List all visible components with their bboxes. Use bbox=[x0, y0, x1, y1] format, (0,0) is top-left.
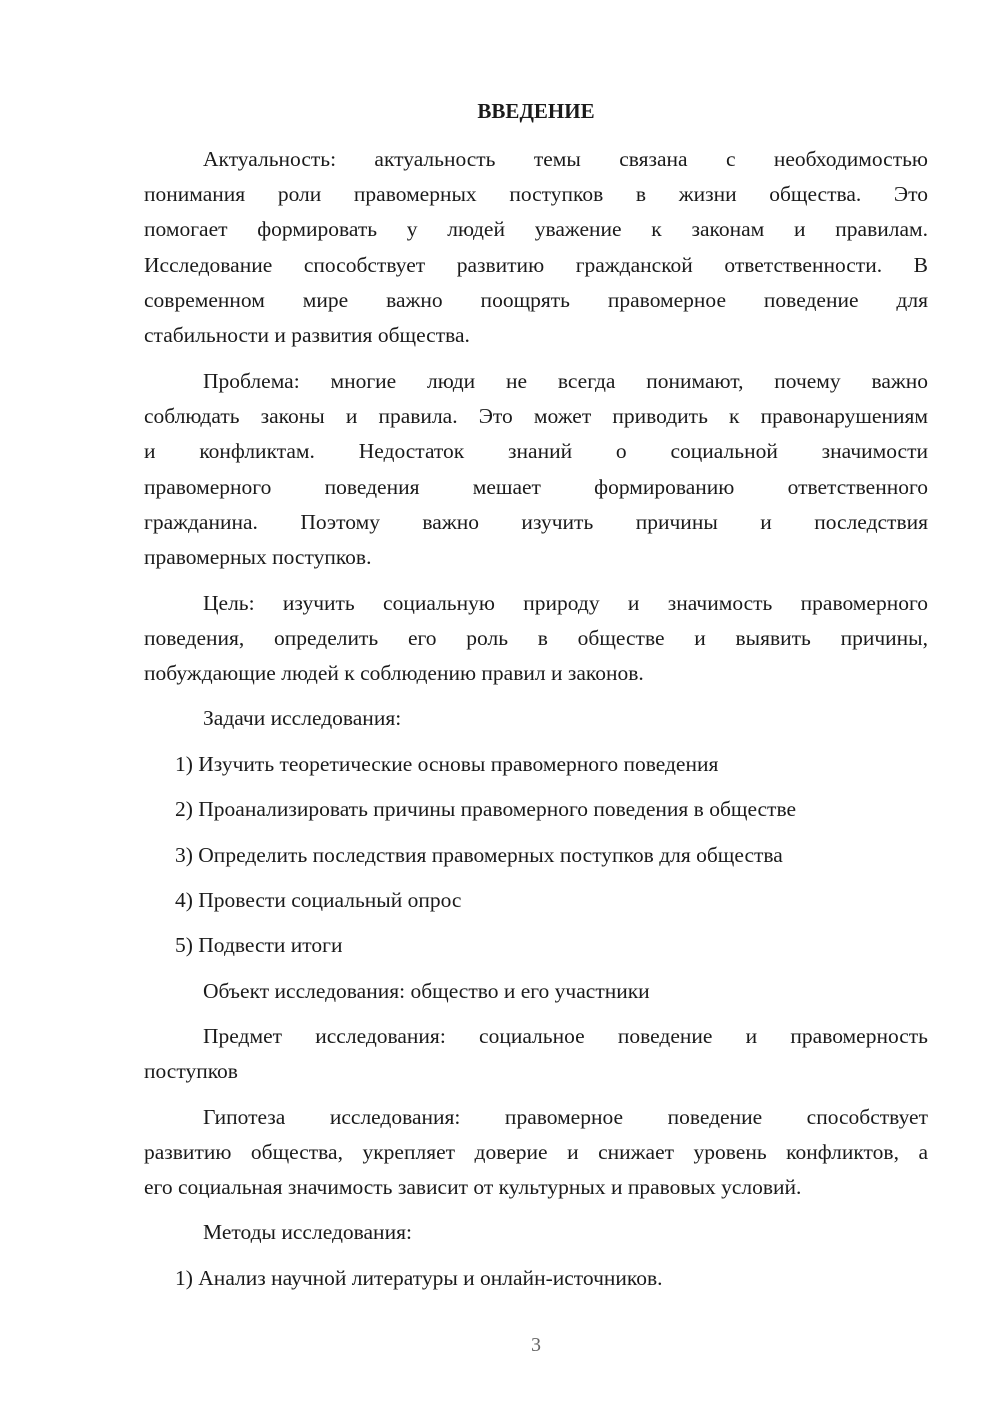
methods-list bbox=[144, 1261, 928, 1296]
paragraph-line: его социальная значимость зависит от культурных и правовых условий. bbox=[144, 1175, 802, 1200]
paragraph-line: Цель: изучить социальную природу и значимость правомерного bbox=[203, 591, 928, 615]
paragraph-line: Объект исследования: общество и его участники bbox=[203, 979, 650, 1003]
tasks-list bbox=[144, 883, 928, 918]
page-number: 3 bbox=[531, 1334, 541, 1356]
paragraph-line: помогает формировать у людей уважение к законам и правилам. bbox=[144, 217, 928, 242]
tasks-heading-block bbox=[144, 701, 928, 736]
paragraph-line: правомерных поступков. bbox=[144, 544, 372, 569]
methods-heading: Методы исследования: bbox=[203, 1220, 412, 1244]
paragraph-line: развитию общества, укрепляет доверие и снижает уровень конфликтов, а bbox=[144, 1140, 928, 1165]
page-title: ВВЕДЕНИЕ bbox=[477, 99, 595, 123]
paragraph-line: Гипотеза исследования: правомерное поведение способствует bbox=[203, 1105, 928, 1129]
paragraph-line: Проблема: многие люди не всегда понимают, почему важно bbox=[203, 369, 928, 393]
problem-paragraph bbox=[144, 364, 928, 575]
list-item: 5) Подвести итоги bbox=[175, 933, 343, 957]
list-item: 4) Провести социальный опрос bbox=[175, 888, 462, 912]
relevance-paragraph bbox=[144, 142, 928, 353]
paragraph-line: стабильности и развития общества. bbox=[144, 322, 470, 347]
methods-heading-block bbox=[144, 1215, 928, 1250]
paragraph-line: гражданина. Поэтому важно изучить причины и последствия bbox=[144, 509, 928, 534]
tasks-list bbox=[144, 928, 928, 963]
tasks-list bbox=[144, 792, 928, 827]
paragraph-line: Актуальность: актуальность темы связана с необходимостью bbox=[203, 147, 928, 171]
list-item: 1) Изучить теоретические основы правомерного поведения bbox=[175, 752, 719, 776]
goal-paragraph bbox=[144, 586, 928, 692]
list-item: 1) Анализ научной литературы и онлайн-источников. bbox=[175, 1266, 663, 1290]
subject-paragraph bbox=[144, 1019, 928, 1089]
list-item: 3) Определить последствия правомерных поступков для общества bbox=[175, 843, 783, 867]
paragraph-line: правомерного поведения мешает формированию ответственного bbox=[144, 474, 928, 499]
paragraph-line: Предмет исследования: социальное поведение и правомерность bbox=[203, 1024, 928, 1048]
paragraph-line: Исследование способствует развитию гражданской ответственности. В bbox=[144, 252, 928, 277]
hypothesis-paragraph bbox=[144, 1100, 928, 1206]
object-paragraph bbox=[144, 974, 928, 1009]
paragraph-line: понимания роли правомерных поступков в жизни общества. Это bbox=[144, 182, 928, 207]
tasks-list bbox=[144, 747, 928, 782]
tasks-heading: Задачи исследования: bbox=[203, 706, 402, 730]
paragraph-line: современном мире важно поощрять правомерное поведение для bbox=[144, 287, 928, 312]
paragraph-line: побуждающие людей к соблюдению правил и законов. bbox=[144, 661, 644, 686]
paragraph-line: поступков bbox=[144, 1059, 238, 1084]
paragraph-line: и конфликтам. Недостаток знаний о социальной значимости bbox=[144, 439, 928, 464]
list-item: 2) Проанализировать причины правомерного поведения в обществе bbox=[175, 797, 797, 821]
paragraph-line: соблюдать законы и правила. Это может приводить к правонарушениям bbox=[144, 404, 928, 429]
tasks-list bbox=[144, 838, 928, 873]
paragraph-line: поведения, определить его роль в обществе и выявить причины, bbox=[144, 626, 928, 651]
